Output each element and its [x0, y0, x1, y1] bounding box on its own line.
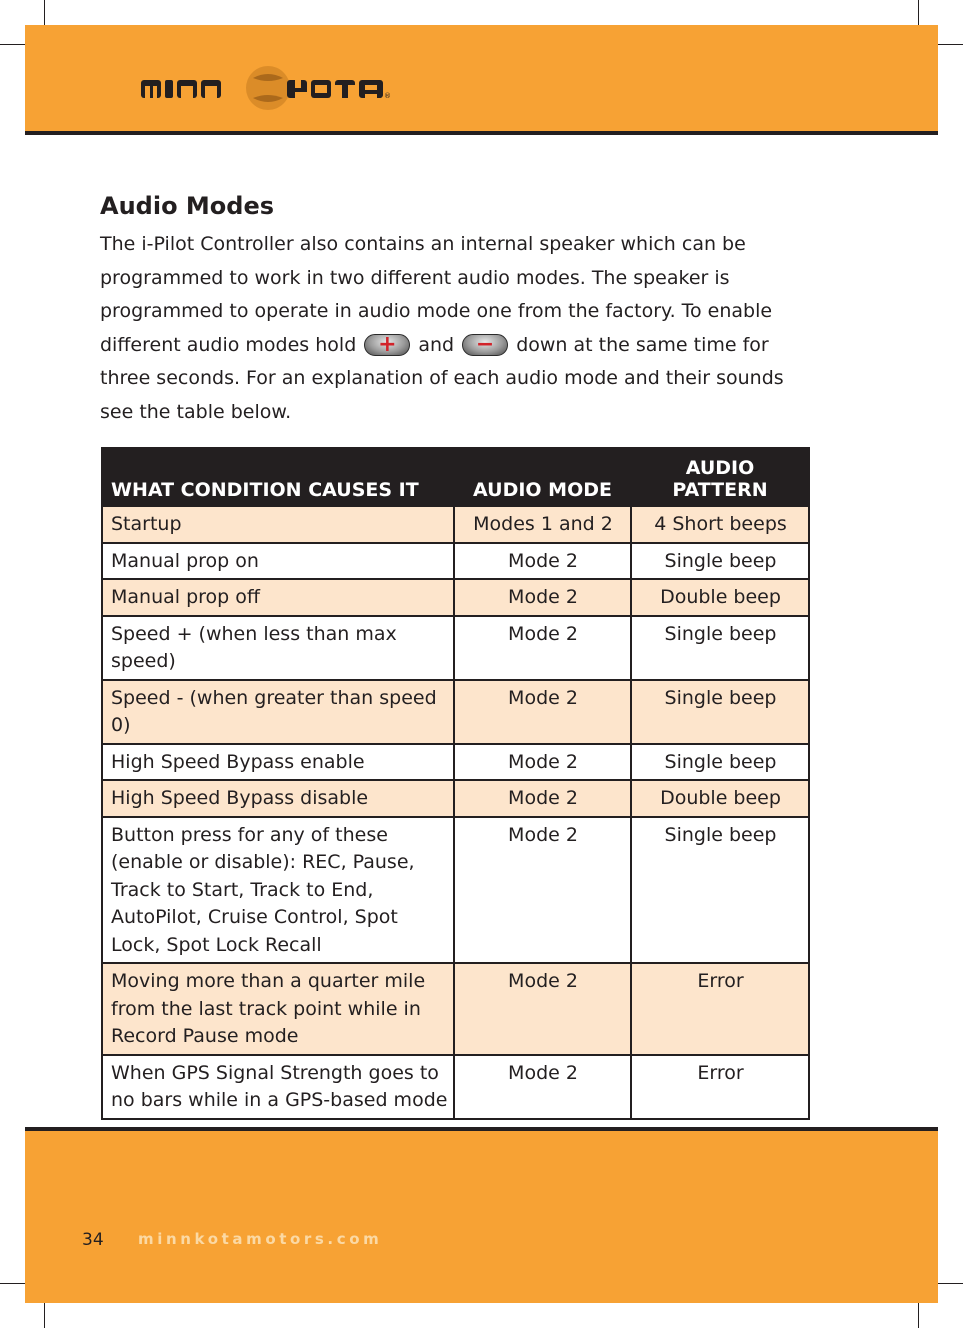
condition-cell: Speed - (when greater than speed 0): [102, 680, 454, 744]
mode-cell: Mode 2: [454, 616, 631, 680]
table-row: [102, 680, 809, 744]
mode-cell: Modes 1 and 2: [454, 506, 631, 543]
condition-cell: Speed + (when less than max speed): [102, 616, 454, 680]
condition-cell: When GPS Signal Strength goes to no bars while in a GPS-based mode: [102, 1055, 454, 1119]
section-title: Audio Modes: [100, 192, 275, 220]
minus-button-icon: −: [462, 334, 508, 356]
table-row: [102, 543, 809, 580]
table-row: [102, 780, 809, 817]
page-number: 34: [82, 1230, 104, 1250]
mode-cell: Mode 2: [454, 543, 631, 580]
table-row: [102, 1055, 809, 1119]
header-audio-mode: AUDIO MODE: [454, 448, 631, 506]
footer-website-link[interactable]: minnkotamotors.com: [138, 1230, 383, 1248]
intro-paragraph: [100, 228, 800, 429]
mode-cell: Mode 2: [454, 1055, 631, 1119]
table-row: [102, 616, 809, 680]
intro-text-and: and: [418, 333, 455, 356]
plus-button-icon: +: [364, 334, 410, 356]
intro-text-part2: down at the same time for three seconds. For an explanation of each audio mode and their sounds see the table below.: [100, 333, 784, 423]
condition-cell: High Speed Bypass disable: [102, 780, 454, 817]
table-row: [102, 744, 809, 781]
table-header-row: [102, 448, 809, 506]
condition-cell: Manual prop on: [102, 543, 454, 580]
footer-band: [25, 1127, 938, 1303]
table-row: [102, 963, 809, 1055]
header-condition: WHAT CONDITION CAUSES IT: [102, 448, 454, 506]
pattern-cell: Single beep: [631, 543, 809, 580]
mode-cell: Mode 2: [454, 680, 631, 744]
table-row: [102, 817, 809, 964]
condition-cell: Startup: [102, 506, 454, 543]
mode-cell: Mode 2: [454, 817, 631, 964]
pattern-cell: Error: [631, 1055, 809, 1119]
mode-cell: Mode 2: [454, 963, 631, 1055]
condition-cell: Manual prop off: [102, 579, 454, 616]
pattern-cell: Single beep: [631, 680, 809, 744]
svg-text:®: ®: [384, 92, 391, 100]
pattern-cell: Error: [631, 963, 809, 1055]
condition-cell: High Speed Bypass enable: [102, 744, 454, 781]
table-row: [102, 579, 809, 616]
audio-modes-table: [101, 447, 810, 1120]
pattern-cell: 4 Short beeps: [631, 506, 809, 543]
pattern-cell: Single beep: [631, 744, 809, 781]
condition-cell: Button press for any of these (enable or disable): REC, Pause, Track to Start, Track to End, AutoPilot, Cruise Control, Spot Lock, Spot Lock Recall: [102, 817, 454, 964]
pattern-cell: Single beep: [631, 817, 809, 964]
mode-cell: Mode 2: [454, 780, 631, 817]
mode-cell: Mode 2: [454, 744, 631, 781]
header-audio-pattern: AUDIO PATTERN: [631, 448, 809, 506]
intro-text-part1: The i-Pilot Controller also contains an internal speaker which can be programmed to work in two different audio modes. The speaker is programmed to operate in audio mode one from the factory. To enable different audio modes hold: [100, 233, 773, 356]
pattern-cell: Double beep: [631, 579, 809, 616]
pattern-cell: Double beep: [631, 780, 809, 817]
table-row: [102, 506, 809, 543]
mode-cell: Mode 2: [454, 579, 631, 616]
pattern-cell: Single beep: [631, 616, 809, 680]
minn-kota-logo: [135, 64, 395, 114]
condition-cell: Moving more than a quarter mile from the last track point while in Record Pause mode: [102, 963, 454, 1055]
